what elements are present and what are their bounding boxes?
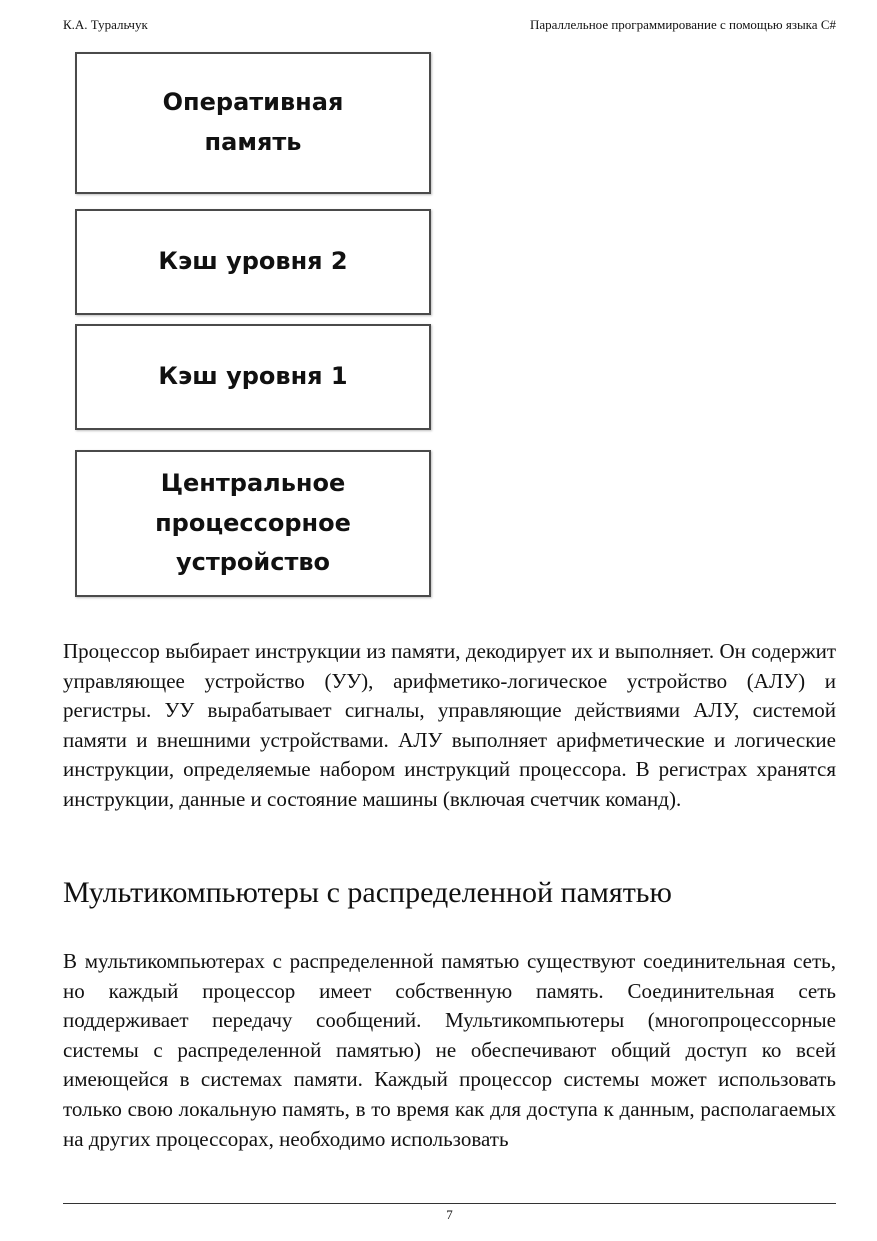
diagram-box-ram-line1: Оперативная [162,88,344,117]
diagram-box-cache-l2 [75,209,431,315]
paragraph-processor: Процессор выбирает инструкции из памяти, декодирует их и выполняет. Он содержит управляющее устройство (УУ), арифметико-логическое устройство (АЛУ) и регистры. УУ вырабатывает сигналы, управляющие действиями АЛУ, системой памяти и внешними устройствами. АЛУ выполняет арифметические и логические инструкции, определяемые набором инструкций процессора. В регистрах хранятся инструкции, данные и состояние машины (включая счетчик команд). [63,639,836,811]
diagram-box-cpu-line1: Центральное [160,469,346,498]
footer-divider [63,1203,836,1204]
diagram-box-ram [75,52,431,194]
diagram-box-cache-l1 [75,324,431,430]
diagram-box-cpu [75,450,431,597]
header-author: К.А. Туральчук [63,17,148,32]
diagram-box-cache-l1-label: Кэш уровня 1 [158,362,348,391]
header-title: Параллельное программирование с помощью языка C# [530,17,836,32]
diagram-box-ram-line2: память [204,128,302,156]
page-number: 7 [446,1207,453,1222]
section-heading: Мультикомпьютеры с распределенной памятью [63,876,672,909]
diagram-box-cache-l2-label: Кэш уровня 2 [158,247,348,276]
diagram-box-cpu-line3: устройство [175,548,331,577]
paragraph-multicomputers: В мультикомпьютерах с распределенной памятью существуют соединительная сеть, но каждый процессор имеет собственную память. Соединительная сеть поддерживает передачу сообщений. Мультикомпьютеры (многопроцессорные системы с распределенной памятью) не обеспечивают общий доступ ко всей имеющейся в системах памяти. Каждый процессор системы может использовать только свою локальную память, в то время как для доступа к данным, располагаемых на других процессорах, необходимо использовать [63,949,836,1151]
diagram-box-cpu-line2: процессорное [155,508,351,537]
